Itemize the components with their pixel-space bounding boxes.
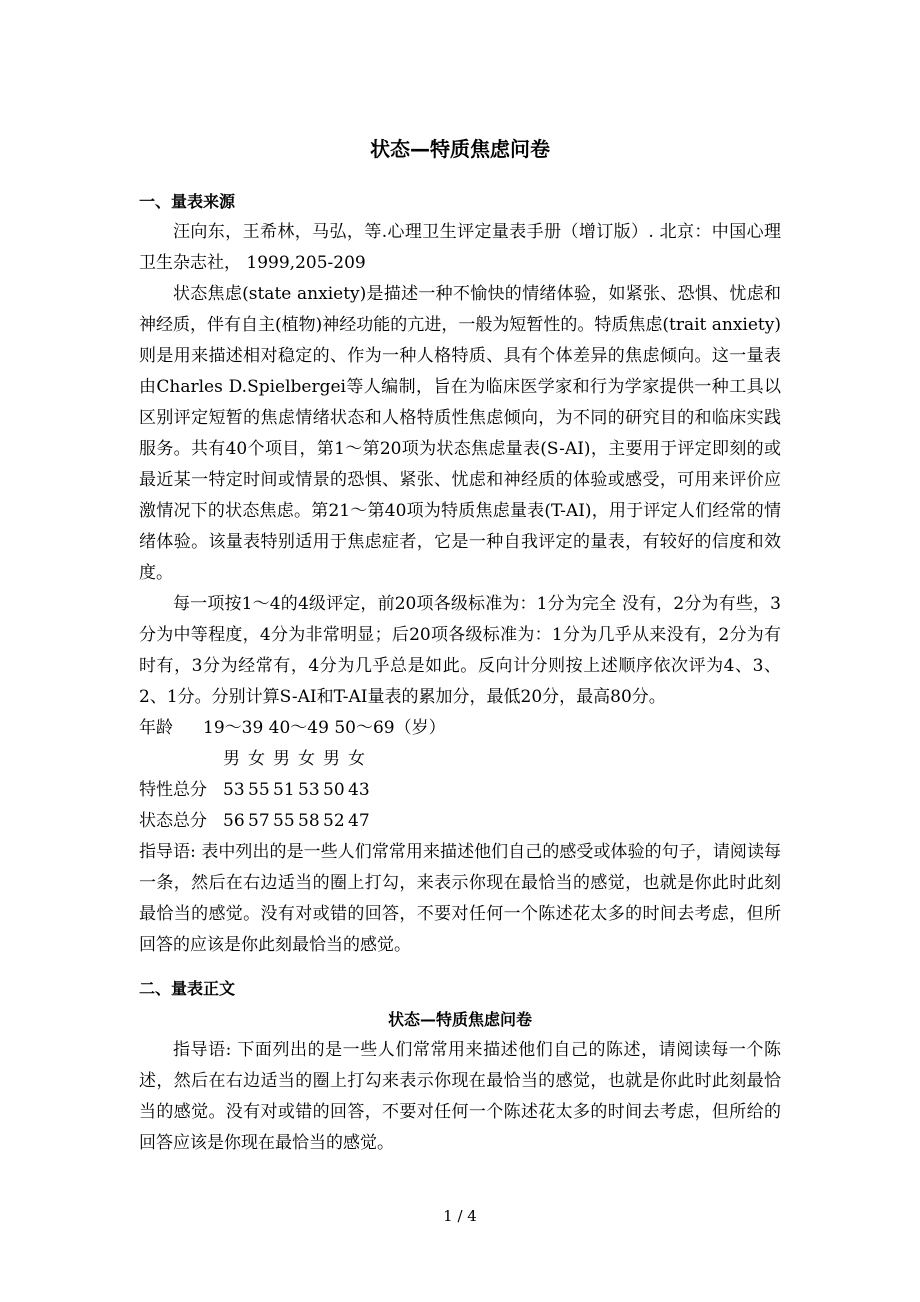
norms-state-row — [139, 806, 781, 837]
section-2-heading: 二、量表正文 — [139, 979, 236, 998]
trait-label: 特性总分 — [139, 780, 207, 800]
state-value: 56 — [223, 811, 245, 831]
norms-age-row — [139, 713, 781, 744]
sex-cell: 女 — [348, 749, 365, 769]
norms-trait-row — [139, 775, 781, 806]
page-number: 1 / 4 — [443, 1207, 477, 1225]
scoring-paragraph: 每一项按1～4的4级评定，前20项各级标准为：1分为完全 没有，2分为有些，3分为中等程度，4分为非常明显；后20项各级标准为：1分为几乎从来没有，2分为有时有，3分为经常有，4分为几乎总是如此。反向计分则按上述顺序依次评为4、3、2、1分。分别计算S-AI和T-AI量表的累加分，最低20分，最高80分。 — [139, 594, 781, 707]
trait-value: 51 — [273, 780, 295, 800]
document-title: 状态—特质焦虑问卷 — [370, 137, 550, 161]
source-citation: 汪向东，王希林，马弘，等.心理卫生评定量表手册（增订版）. 北京：中国心理卫生杂志社， 1999,205-209 — [139, 222, 781, 273]
sex-cell: 男 — [273, 749, 290, 769]
sex-cell: 女 — [248, 749, 265, 769]
state-value: 55 — [273, 811, 295, 831]
guide-paragraph-1: 指导语: 表中列出的是一些人们常常用来描述他们自己的感受或体验的句子，请阅读每一条，然后在右边适当的圈上打勾，来表示你现在最恰当的感觉，也就是你此时此刻最恰当的感觉。没有对或错的回答，不要对任何一个陈述花太多的时间去考虑，但所回答的应该是你此刻最恰当的感觉。 — [139, 842, 781, 955]
sex-cell: 男 — [323, 749, 340, 769]
age-label: 年龄 — [139, 718, 173, 738]
questionnaire-subtitle: 状态—特质焦虑问卷 — [387, 1010, 532, 1029]
trait-value: 43 — [348, 780, 370, 800]
state-value: 52 — [323, 811, 345, 831]
trait-value: 53 — [298, 780, 320, 800]
trait-value: 50 — [323, 780, 345, 800]
norms-sex-row — [139, 744, 781, 775]
state-value: 47 — [348, 811, 370, 831]
section-gap — [139, 961, 781, 973]
section-1-heading: 一、量表来源 — [139, 192, 236, 211]
guide-paragraph-2: 指导语: 下面列出的是一些人们常常用来描述他们自己的陈述，请阅读每一个陈述，然后在右边适当的圈上打勾来表示你现在最恰当的感觉，也就是你此时此刻最恰当的感觉。没有对或错的回答，不要对任何一个陈述花太多的时间去考虑，但所给的回答应该是你现在最恰当的感觉。 — [139, 1040, 781, 1153]
sex-row-spacer — [139, 744, 223, 775]
state-value: 57 — [248, 811, 270, 831]
state-label: 状态总分 — [139, 811, 207, 831]
document-body — [139, 186, 781, 1159]
sex-cell: 女 — [298, 749, 315, 769]
trait-value: 53 — [223, 780, 245, 800]
sex-cell: 男 — [223, 749, 240, 769]
trait-value: 55 — [248, 780, 270, 800]
description-paragraph: 状态焦虑(state anxiety)是描述一种不愉快的情绪体验，如紧张、恐惧、忧虑和神经质，伴有自主(植物)神经功能的亢进，一般为短暂性的。特质焦虑(trait anxiety)则是用来描述相对稳定的、作为一种人格特质、具有个体差异的焦虑倾向。这一量表由Charles D.Spielbergei等人编制，旨在为临床医学家和行为学家提供一种工具以区别评定短暂的焦虑情绪状态和人格特质性焦虑倾向，为不同的研究目的和临床实践服务。共有40个项目，第1～第20项为状态焦虑量表(S-AI)，主要用于评定即刻的或最近某一特定时间或情景的恐惧、紧张、忧虑和神经质的体验或感受，可用来评价应激情况下的状态焦虑。第21～第40项为特质焦虑量表(T-AI)，用于评定人们经常的情绪体验。该量表特别适用于焦虑症者，它是一种自我评定的量表，有较好的信度和效度。 — [139, 284, 781, 583]
age-groups: 19～39 40～49 50～69（岁） — [203, 718, 446, 738]
state-value: 58 — [298, 811, 320, 831]
